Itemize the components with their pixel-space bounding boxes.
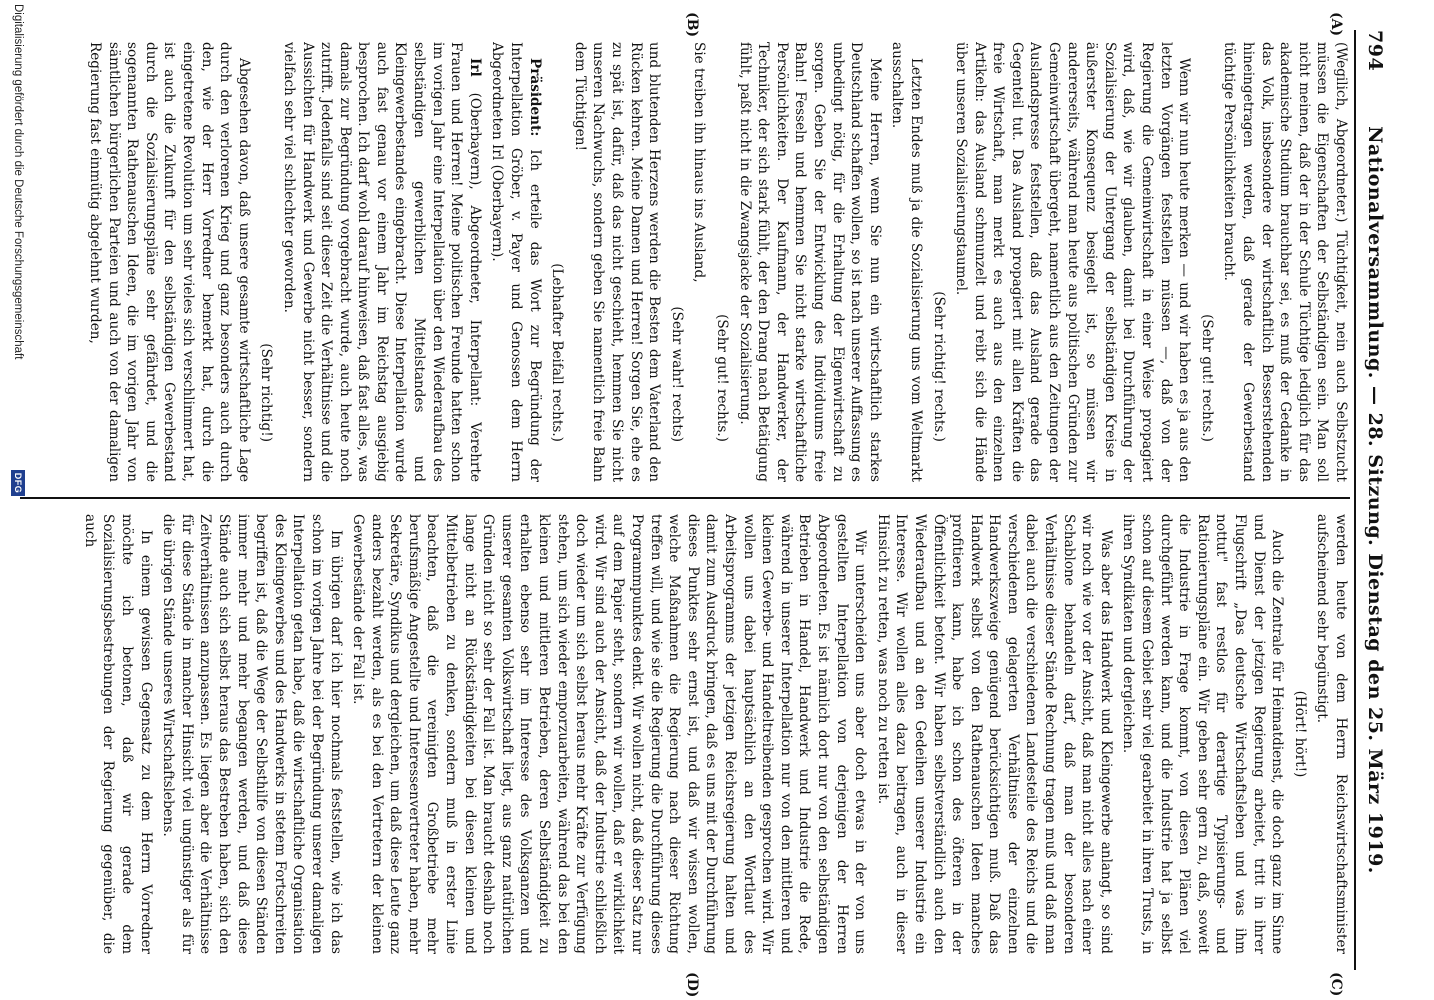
interjection: (Hört! hört!) <box>1291 690 1308 778</box>
footer <box>6 0 28 1000</box>
speech-text: Ich erteile das Wort zur Begründung der Interpellation Gröber, v. Payer und Genossen dem Herrn Abgeordneten Irl (Oberbayern). <box>489 42 543 482</box>
dfg-logo: DFG <box>11 470 25 496</box>
paragraph: Sie treiben ihn hinaus ins Ausland, <box>691 42 708 283</box>
speaker-paragraph <box>279 42 484 482</box>
paragraph: Wir unterscheiden uns aber doch etwas in der von uns gestellten Interpellation von derjenigen der Herren Abgeordneten. Es ist nämlich dort nur von den selbständigen Betrieben in Handel, Handwerk und Industrie die Rede, während in unserer Interpellation nur von den mittleren und kleinen Gewerbe- und Handeltreibenden gesprochen wird. Wir wollen uns dabei hauptsächlich an den Wortlaut des Arbeitsprogramms der jetzigen Reichsregierung halten und damit zum Ausdruck bringen, daß es uns mit der Durchführung dieses Punktes sehr ernst ist, und daß wir wissen wollen, welche Maßnahmen die Regierung nach dieser Richtung treffen will, und wie sie die Regierung die Durchführung dieses Programmpunktes denkt. Wir wollen nicht, daß dieser Satz nur auf dem Papier steht, sondern wir wollen, daß er wirklichkeit wird. Wir sind auch der Ansicht, daß der Industrie schließlich doch wieder um sich selbst heraus mehr Kräfte zur Verfügung stehen, um sich wieder emporzuarbeiten, während das bei den kleinen und mittleren Betrieben, deren Selbständigkeit zu erhalten ebenso sehr im Interesse des Volksganzen und unserer gesamten Volkswirtschaft liegt, aus ganz natürlichen Gründen nicht so sehr der Fall ist. Man braucht deshalb noch lange nicht an Rückständigkeiten bei diesen kleinen und Mittelbetrieben zu denken, sondern muß in erster Linie beachten, daß die vereinigten Großbetriebe mehr berufsmäßige Angestellte und Interessenvertreter haben, mehr Sekretäre, Syndikus und dergleichen, um daß diese Leute ganz anders bezahlt werden, als es bei den Vertretern der kleinen Gewerbestände der Fall ist. <box>350 514 869 954</box>
right-column <box>20 514 1350 954</box>
interjection: (Sehr gut! rechts.) <box>1198 314 1215 442</box>
paragraph: und blutenden Herzens werden die Besten dem Vaterland den Rücken kehren. Meine Damen und Herren! Sorgen Sie, ehe es zu spät ist, dafür, daß das nicht geschieht, hemmen Sie nicht unseren Nachwuchs, sondern geben Sie namentlich freie Bahn dem Tüchtigen! <box>571 42 663 482</box>
paragraph: (Wegilich, Abgeordneter.) Tüchtigkeit, nein auch Selbstzucht müssen die Eigenschaften der Selbständigen sein. Man soll nicht meinen, daß der in der Schule Tüchtige lediglich für das akademische Studium brauchbar sei, es muß der Gedanke in das Volk, insbesondere der wirtschaftlich Besserstehenden hineingetragen werden, daß gerade der Gewerbestand tüchtige Persönlichkeiten braucht. <box>1221 42 1349 482</box>
page-number: 794 <box>1364 30 1386 72</box>
page-header <box>1358 30 1392 970</box>
column-divider <box>20 497 1350 499</box>
paragraph: werden heute von dem Herrn Reichswirtschaftsminister aufscheinend sehr begünstigt. <box>1314 514 1349 954</box>
paragraph: Meine Herren, wenn Sie nun ein wirtschaftlich starkes Deutschland schaffen wollen, so ist nach unserer Auffassung es unbedingt nötig, für die Erhaltung der Eigenwirtschaft zu sorgen. Geben Sie der Entwicklung des Individuums freie Bahn! Fesseln und hemmen Sie nicht starke wirtschaftliche Persönlichkeiten. Der Kaufmann, der Handwerker, der Techniker, der sich stark fühlt, der den Drang nach Betätigung fühlt, paßt nicht in die Zwangsjacke der Sozialisierung. <box>736 42 883 482</box>
margin-marker-a: (A) <box>1328 12 1344 37</box>
paragraph: Abgesehen davon, daß unsere gesamte wirtschaftliche Lage durch den verlorenen Krieg und ganz besonders auch durch den, wie der Herr Vorredner bemerkt hat, durch die eingetretene Revolution um sehr vieles sich verschlimmert hat, ist auch die Zukunft für den selbständigen Gewerbestand durch die Sozialisierungspläne sehr gefährdet, und die sogenannten Rathenauschen Ideen, die im vorigen Jahr von sämtlichen bürgerlichen Parteien und auch von der damaligen Regierung fast einmütig abgelehnt wurden, <box>87 42 252 482</box>
margin-marker-b: (B) <box>684 12 700 38</box>
header-rule <box>1354 30 1356 970</box>
interjection: (Sehr richtig! rechts.) <box>930 291 947 442</box>
interjection: (Lebhafter Beifall rechts.) <box>549 263 566 442</box>
page-title: Nationalversammlung. — 28. Sitzung. Dienstag den 25. März 1919. <box>1364 126 1386 874</box>
paragraph: Auch die Zentrale für Heimatdienst, die doch ganz im Sinne und Dienst der jetzigen Regierung arbeitet, tritt in ihrer Flugschrift „Das deutsche Wirtschaftsleben und was ihm nottut" fast restlos für derartige Typisierungs- und Rationierungspläne ein. Wir geben sehr gern zu, daß, soweit die Industrie in Frage kommt, von diesen Plänen viel durchgeführt werden kann, und die Industrie hat ja selbst schon auf diesem Gebiet sehr viel gearbeitet in ihren Trusts, in ihren Syndikaten und dergleichen. <box>1120 514 1286 954</box>
margin-marker-c: (C) <box>1328 972 1344 997</box>
paragraph: Wenn wir nun heute merken — und wir haben es ja aus den letzten Vorgängen feststellen müssen —, daß von der Regierung die Gemeinwirtschaft in einer Weise propagiert wird, daß, wie wir glauben, damit bei Durchführung der Sozialisierung der Untergang der selbständigen Kreise in äußerster Konsequenz besiegelt ist, so müssen wir andererseits, während man heute aus politischen Gründen zur Gemeinwirtschaft übergeht, namentlich aus den Zeitungen der Auslandspresse feststellen, daß das Ausland gerade das Gegenteil tut. Das Ausland propagiert mit allen Kräften die freie Wirtschaft, man merkt es auch aus den einzelnen Artikeln: das Ausland schmunzelt und reibt sich die Hände über unseren Sozialisierungstaumel. <box>953 42 1193 482</box>
speaker-name: Präsident: <box>526 58 543 137</box>
interjection: (Sehr wahr! rechts) <box>668 306 685 442</box>
paragraph: Im übrigen darf ich hier nochmals feststellen, wie ich das schon im vorigen Jahre bei der Begründung unserer damaligen Interpellation getan habe, daß die wirtschaftliche Organisation des Kleingewerbes und des Handwerks in stetem Fortschreiten begriffen ist, daß die Wege der Selbsthilfe von diesen Ständen immer mehr und mehr begangen werden, und daß diese Stände auch sich selbst heraus das Bestreben haben, sich den Zeitverhältnissen anzupassen. Es liegen aber die Verhältnisse für diese Stände in mancher Hinsicht viel ungünstiger als für die übrigen Stände unseres Wirtschaftslebens. <box>160 514 344 954</box>
interjection: (Sehr richtig!) <box>258 343 275 442</box>
speech-text: (Oberbayern), Abgeordneter, Interpellant: Verehrte Frauen und Herren! Meine politischen Freunde hatten schon im vorigen Jahr eine Interpellation über den Wiederaufbau des selbständigen gewerblichen Mittelstandes und Kleingewerbestandes eingebracht. Diese Interpellation wurde auch fast genau vor einem Jahr im Reichstag ausgiebig besprochen. Ich darf wohl darauf hinweisen, daß fast alles, was damals zur Begründung vorgebracht wurde, auch heute noch zutrifft. Jedenfalls sind seit dieser Zeit die Verhältnisse und die Aussichten für Handwerk und Gewerbe nicht besser, sondern vielfach sehr viel schlechter geworden. <box>280 42 483 482</box>
left-column <box>20 42 1350 482</box>
interjection: (Sehr gut! rechts.) <box>714 314 730 442</box>
speaker-name: Irl <box>466 58 483 77</box>
paragraph: In einem gewissen Gegensatz zu dem Herrn Vorredner möchte ich betonen, daß wir gerade dem Sozialisierungsbestrebungen der Regierung gegenüber, die auch <box>81 514 154 954</box>
margin-marker-d: (D) <box>684 972 700 998</box>
paragraph: Letzten Endes muß ja die Sozialisierung uns vom Weltmarkt ausschalten. <box>889 42 924 482</box>
paragraph: Was aber das Handwerk und Kleingewerbe anlangt, so sind wir noch wie vor der Ansicht, daß man nicht alles nach einer Schablone behandeln darf, daß man der besonderen Verhältnisse dieser Stände Rechnung tragen muß und daß man dabei auch die verschiedenen Landesteile des Reichs und die verschiedenen gelagerten Verhältnisse der einzelnen Handwerkszweige genügend berücksichtigen muß. Daß das Handwerk selbst von den Rathenauschen Ideen manches profitieren kann, habe ich schon des öfteren in der Öffentlichkeit betont. Wir haben selbstverständlich auch den Wiederaufbau und an den Gedeihen unserer Industrie ein Interesse. Wir wollen alles dazu beitragen, auch in dieser Hinsicht zu retten, was noch zu retten ist. <box>874 514 1114 954</box>
speaker-paragraph <box>488 42 544 482</box>
footer-credit: Digitalisierung gefördert durch die Deutsche Forschungsgemeinschaft <box>12 4 24 360</box>
